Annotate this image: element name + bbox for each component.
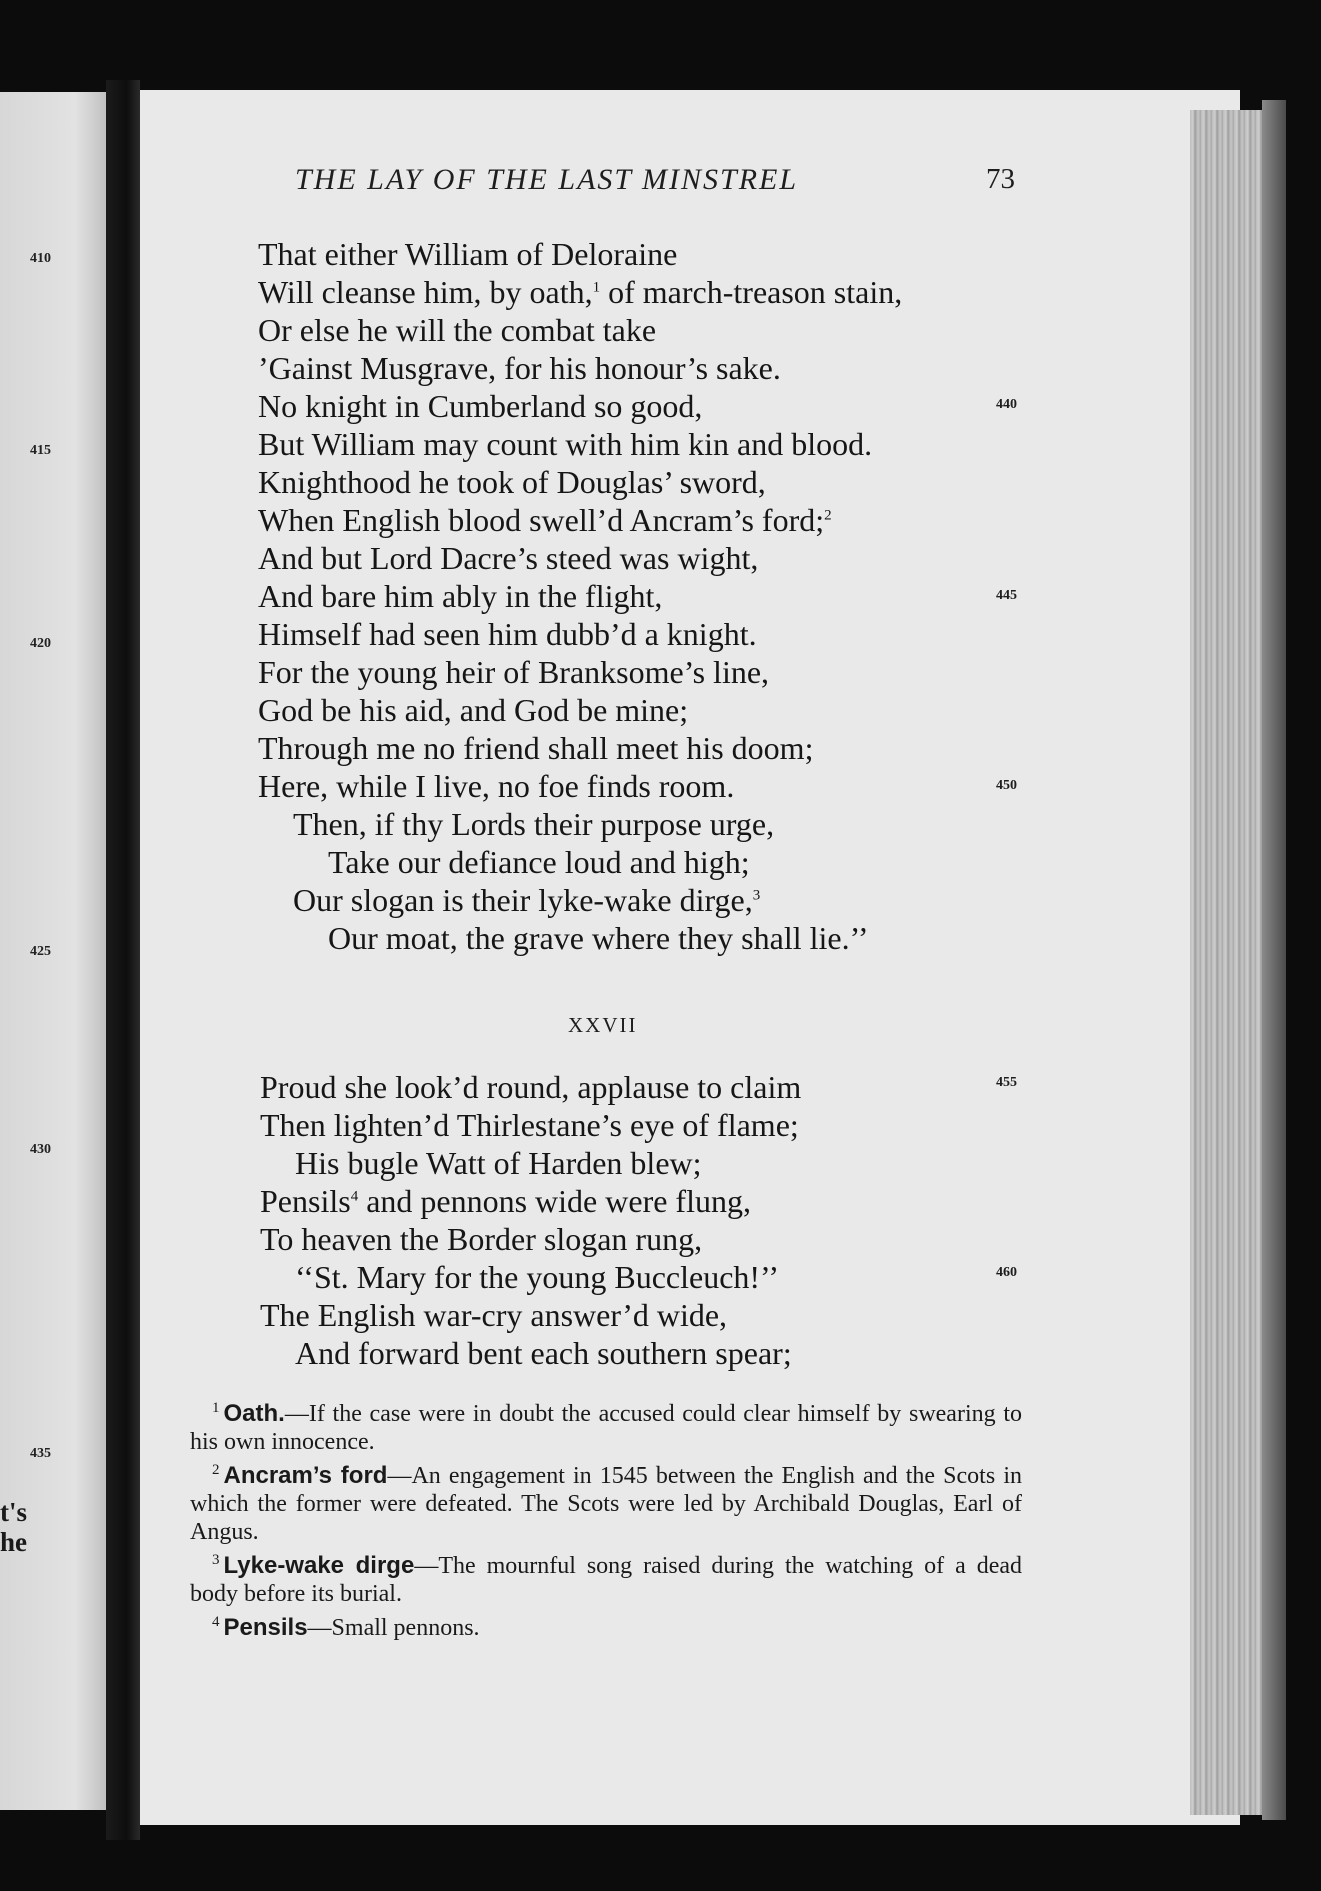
footnote-marker: 2: [212, 1462, 220, 1478]
verse-line: That either William of Deloraine: [258, 236, 678, 272]
verse-line: Knighthood he took of Douglas’ sword,: [258, 464, 766, 500]
facing-line-number: 410: [30, 251, 51, 266]
footnote-ref: 3: [752, 887, 761, 904]
page-number: 73: [986, 163, 1015, 195]
footnote-text: —If the case were in doubt the accused could clear himself by swearing to his own innocence.: [190, 1401, 1022, 1455]
footnote-ref: 4: [350, 1188, 359, 1205]
verse-line: And but Lord Dacre’s steed was wight,: [258, 540, 759, 576]
verse-line: ’Gainst Musgrave, for his honour’s sake.: [258, 350, 781, 386]
line-number: 440: [996, 397, 1017, 412]
verse-line: His bugle Watt of Harden blew;: [295, 1145, 702, 1181]
verse-line: Proud she look’d round, applause to claim: [260, 1069, 802, 1105]
verse-line: Himself had seen him dubb’d a knight.: [258, 616, 757, 652]
verse-line: Then lighten’d Thirlestane’s eye of flame;: [260, 1107, 799, 1143]
footnote: [190, 1456, 1022, 1546]
facing-line-number: 420: [30, 636, 51, 651]
footnote: [190, 1394, 1022, 1456]
footnote-term: Oath.: [223, 1400, 285, 1427]
facing-line-number: 415: [30, 443, 51, 458]
footnote-marker: 1: [212, 1400, 220, 1416]
verse-line: But William may count with him kin and blood.: [258, 426, 873, 462]
facing-line-number: 430: [30, 1142, 51, 1157]
page-edge-shadow: [1262, 100, 1286, 1820]
verse-line: And forward bent each southern spear;: [295, 1335, 792, 1371]
footnote: [190, 1546, 1022, 1608]
facing-line-number: 425: [30, 944, 51, 959]
verse-line: ‘‘St. Mary for the young Buccleuch!’’: [295, 1259, 779, 1295]
footnote-ref: 2: [824, 507, 832, 524]
line-number: 455: [996, 1075, 1017, 1090]
verse-line: Our slogan is their lyke-wake dirge,$^3$: [293, 882, 761, 918]
verse-line: Our moat, the grave where they shall lie.’’: [328, 920, 869, 956]
section-heading: XXVII: [568, 1013, 638, 1037]
verse-line: God be his aid, and God be mine;: [258, 692, 689, 728]
footnote: [190, 1608, 1022, 1642]
facing-text-fragment: t's: [0, 1497, 27, 1527]
verse-line: Here, while I live, no foe finds room.: [258, 768, 735, 804]
verse-line: Pensils$^4$ and pennons wide were flung,: [260, 1183, 751, 1219]
facing-text-fragment: he: [0, 1527, 27, 1557]
verse-line: The English war-cry answer’d wide,: [260, 1297, 728, 1333]
footnote-marker: 3: [212, 1552, 220, 1568]
verse-line: No knight in Cumberland so good,: [258, 388, 703, 424]
footnote-term: Ancram’s ford: [223, 1462, 388, 1489]
footnote-ref: 1: [592, 279, 601, 296]
footnote-marker: 4: [212, 1614, 220, 1630]
book-gutter: [106, 80, 140, 1840]
footnote-text: —Small pennons.: [307, 1615, 480, 1641]
verse-line: For the young heir of Branksome’s line,: [258, 654, 770, 690]
line-number: 445: [996, 588, 1017, 603]
facing-line-number: 435: [30, 1446, 51, 1461]
line-number: 450: [996, 778, 1017, 793]
verse-line: Will cleanse him, by oath,$^1$ of march-treason stain,: [258, 274, 903, 310]
footnote-term: Pensils: [223, 1614, 308, 1641]
line-number: 460: [996, 1265, 1017, 1280]
verse-line: And bare him ably in the flight,: [258, 578, 663, 614]
verse-line: Or else he will the combat take: [258, 312, 657, 348]
verse-line: To heaven the Border slogan rung,: [260, 1221, 703, 1257]
verse-line: Take our defiance loud and high;: [328, 844, 750, 880]
verse-line: When English blood swell’d Ancram’s ford;$^2$: [258, 502, 832, 538]
footnote-term: Lyke-wake dirge: [223, 1552, 415, 1579]
footnote-text: —The mournful song raised during the watching of a dead body before its burial.: [190, 1553, 1022, 1607]
verse-line: Then, if thy Lords their purpose urge,: [293, 806, 775, 842]
verse-line: Through me no friend shall meet his doom;: [258, 730, 814, 766]
footnote-text: —An engagement in 1545 between the English and the Scots in which the former were defeated. The Scots were led by Archibald Douglas, Earl of Angus.: [190, 1463, 1022, 1545]
running-title: THE LAY OF THE LAST MINSTREL: [295, 163, 799, 196]
